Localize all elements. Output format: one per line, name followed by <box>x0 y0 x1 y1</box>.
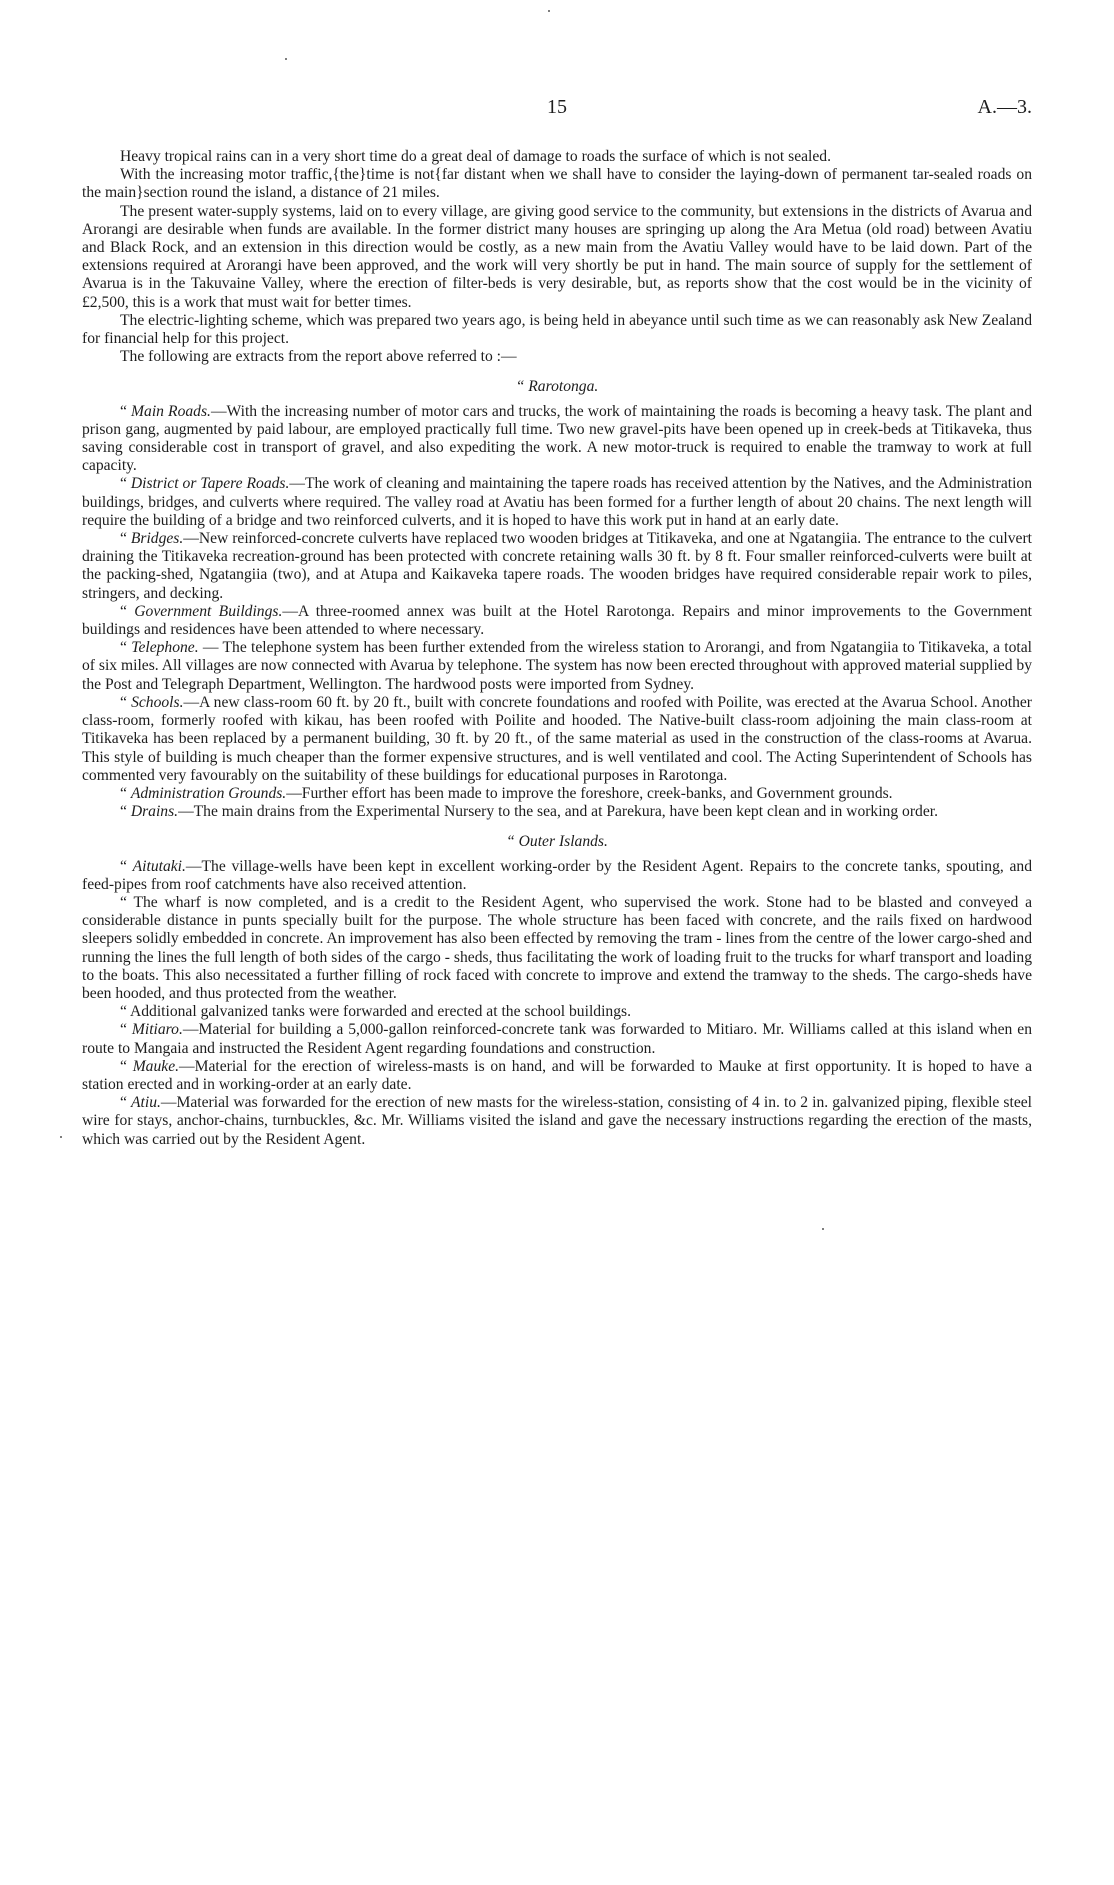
paragraph: Heavy tropical rains can in a very short time do a great deal of damage to roads the surface of which is not sealed. <box>120 148 831 165</box>
item-title: Bridges. <box>130 530 184 548</box>
item-title: Schools. <box>131 693 184 711</box>
quote-mark: “ <box>120 784 131 802</box>
item-title: Telephone. <box>131 639 199 657</box>
item-text: —Material for the erection of wireless-masts is on hand, and will be forwarded to Mauke at first opportunity. It is hoped to have a station erected and in working-order at an early date. <box>82 1057 1032 1093</box>
quote-mark: “ <box>120 475 131 493</box>
item-text: —With the increasing number of motor cars and trucks, the work of maintaining the roads is becoming a heavy task. The plant and prison gang, augmented by paid labour, are employed practically full time. Two new gravel-pits have been opened up in creek-beds at Titikaveka, thus saving considerable cost in transport of gravel, and also expediting the work. A new motor-truck is required to enable the tramway to work at full capacity. <box>82 402 1033 475</box>
item-text: —A three-roomed annex was built at the Hotel Rarotonga. Repairs and minor improvements to the Government buildings and residences have been attended to where necessary. <box>82 602 1032 639</box>
report-item <box>82 894 1032 1003</box>
item-text: —Material was forwarded for the erection of new masts for the wireless-station, consisting of 4 in. to 2 in. galvanized piping, flexible steel wire for stays, anchor-chains, turnbuckles, &c. Mr. Williams visited the island and gave the necessary instructions regarding the erection of the masts, which was carried out by the Resident Agent. <box>82 1094 1032 1148</box>
item-text: —A new class-room 60 ft. by 20 ft., built with concrete foundations and roofed with Poilite, was erected at the Avarua School. Another class-room, formerly roofed with kikau, has been roofed with Poilite and hooded. The Native-built class-room adjoining the main class-room at Titikaveka has been replaced by a permanent building, 30 ft. by 20 ft., of the same material as used in the construction of the class-rooms at Avarua. This style of building is much cheaper than the former expensive structures, and is well ventilated and cool. The Acting Superintendent of Schools has commented very favourably on the suitability of these buildings for educational purposes in Rarotonga. <box>82 693 1032 784</box>
quote-mark: “ <box>120 1094 132 1112</box>
scan-speck <box>548 10 550 12</box>
quote-mark: “ <box>120 402 132 420</box>
item-title: Government Buildings. <box>134 602 283 620</box>
quote-mark: “ <box>120 693 132 711</box>
paragraph: The following are extracts from the report above referred to :— <box>120 348 517 366</box>
item-title: Atiu. <box>131 1094 161 1112</box>
quote-mark: “ <box>120 1021 132 1039</box>
quote-mark: “ <box>120 803 131 821</box>
item-text: —New reinforced-concrete culverts have replaced two wooden bridges at Titikaveka, and one at Ngatangiia. The entrance to the culvert draining the Titikaveka recreation-ground has been protected with concrete retaining walls 30 ft. by 8 ft. Four smaller reinforced-culverts were built at the packing-shed, Ngatangiia (two), and at Atupa and Kaikaveka tapere roads. The wooden bridges have required considerable repair work to piles, stringers, and decking. <box>82 530 1032 602</box>
quote-mark: “ <box>120 893 134 911</box>
item-text: Additional galvanized tanks were forwarded and erected at the school buildings. <box>129 1003 631 1021</box>
report-item <box>82 803 1032 821</box>
item-text: — The telephone system has been further extended from the wireless station to Arorangi, and from Ngatangiia to Titikaveka, a total of six miles. All villages are now connected with Avarua by telephone. The system has now been erected throughout with approved material supplied by the Post and Telegraph Department, Wellington. The hardwood posts were imported from Sydney. <box>82 639 1032 693</box>
item-title: Main Roads. <box>131 402 211 420</box>
item-text: —Material for building a 5,000-gallon reinforced-concrete tank was forwarded to Mitiaro. Mr. Williams called at this island when en route to Mangaia and instructed the Resident Agent regarding foundations and construction. <box>82 1021 1032 1057</box>
report-item <box>82 858 1032 894</box>
scan-speck <box>285 58 287 60</box>
paragraph: The present water-supply systems, laid on to every village, are giving good service to the community, but extensions in the districts of Avarua and Arorangi are desirable when funds are available. In the former district many houses are springing up along the Ara Metua (old road) between Avatiu and Black Rock, and an extension in this direction would be costly, as a new main from the Avatiu Valley would have to be laid down. Part of the extensions required at Arorangi have been approved, and the work will very shortly be put in hand. The main source of supply for the settlement of Avarua is in the Takuvaine Valley, where the erection of filter-beds is very desirable, but, as reports show that the cost would be in the vicinity of £2,500, this is a work that must wait for better times. <box>82 202 1032 311</box>
report-item <box>82 694 1032 785</box>
item-title: Mitiaro. <box>131 1021 183 1039</box>
item-title: Mauke. <box>132 1057 180 1075</box>
item-text: —Further effort has been made to improve the foreshore, creek-banks, and Government grounds. <box>286 784 893 802</box>
item-title: Drains. <box>130 803 179 821</box>
report-item <box>82 639 1032 694</box>
quote-mark: “ <box>120 1057 133 1075</box>
item-text: —The work of cleaning and maintaining the tapere roads has received attention by the Natives, and the Administration buildings, bridges, and culverts where required. The valley road at Avatiu has been formed for a further length of about 20 chains. The next length will require the building of a bridge and two reinforced culverts, and it is hoped to have this work put in hand at an early date. <box>82 475 1032 529</box>
item-title: Administration Grounds. <box>130 784 287 802</box>
document-reference: A.—3. <box>977 96 1032 118</box>
item-text: —The main drains from the Experimental Nursery to the sea, and at Parekura, have been kept clean and in working order. <box>178 803 938 821</box>
quote-mark: “ <box>120 1003 130 1021</box>
quote-mark: “ <box>120 602 135 620</box>
paragraph: With the increasing motor traffic,{the}time is not{far distant when we shall have to consider the laying-down of permanent tar-sealed roads on the main}section round the island, a distance of 21 miles. <box>82 166 1032 202</box>
body-text <box>82 148 1032 1149</box>
report-item <box>82 1021 1032 1057</box>
quote-mark: “ <box>120 857 133 875</box>
report-item <box>82 603 1032 639</box>
report-item <box>82 475 1032 530</box>
quote-mark: “ <box>120 530 131 548</box>
report-item <box>82 1058 1032 1094</box>
report-item <box>82 1003 1032 1021</box>
scan-speck <box>822 1228 824 1230</box>
item-text: The wharf is now completed, and is a credit to the Resident Agent, who supervised the work. Stone had to be blasted and conveyed a considerable distance in punts specially built for the purpose. The whole structure has been faced with concrete, and the rails fixed on hardwood sleepers solidly embedded in concrete. An improvement has also been effected by removing the tram - lines from the centre of the lower cargo-shed and running the lines the full length of both sides of the cargo - sheds, thus facilitating the work of loading fruit to the trucks for wharf transport and loading to the boats. This also necessitated a further filling of rock faced with concrete to improve and extend the tramway to the sheds. The cargo-sheds have been hooded, and thus protected from the weather. <box>82 893 1032 1002</box>
quote-mark: “ <box>120 639 132 657</box>
page-number: 15 <box>547 96 567 118</box>
report-item <box>82 785 1032 803</box>
paragraph: The electric-lighting scheme, which was prepared two years ago, is being held in abeyance until such time as we can reasonably ask New Zealand for financial help for this project. <box>82 311 1032 348</box>
report-item <box>82 1094 1032 1149</box>
scan-speck <box>60 1136 62 1138</box>
item-title: Aitutaki. <box>132 857 186 875</box>
item-text: —The village-wells have been kept in excellent working-order by the Resident Agent. Repairs to the concrete tanks, spouting, and feed-pipes from roof catchments have also received attention. <box>82 857 1032 893</box>
report-item <box>82 530 1032 603</box>
item-title: District or Tapere Roads. <box>130 475 290 493</box>
section-heading-outer-islands: “ Outer Islands. <box>506 833 608 851</box>
section-heading-rarotonga: “ Rarotonga. <box>515 378 599 396</box>
report-item <box>82 403 1032 476</box>
page-header <box>82 96 1032 124</box>
